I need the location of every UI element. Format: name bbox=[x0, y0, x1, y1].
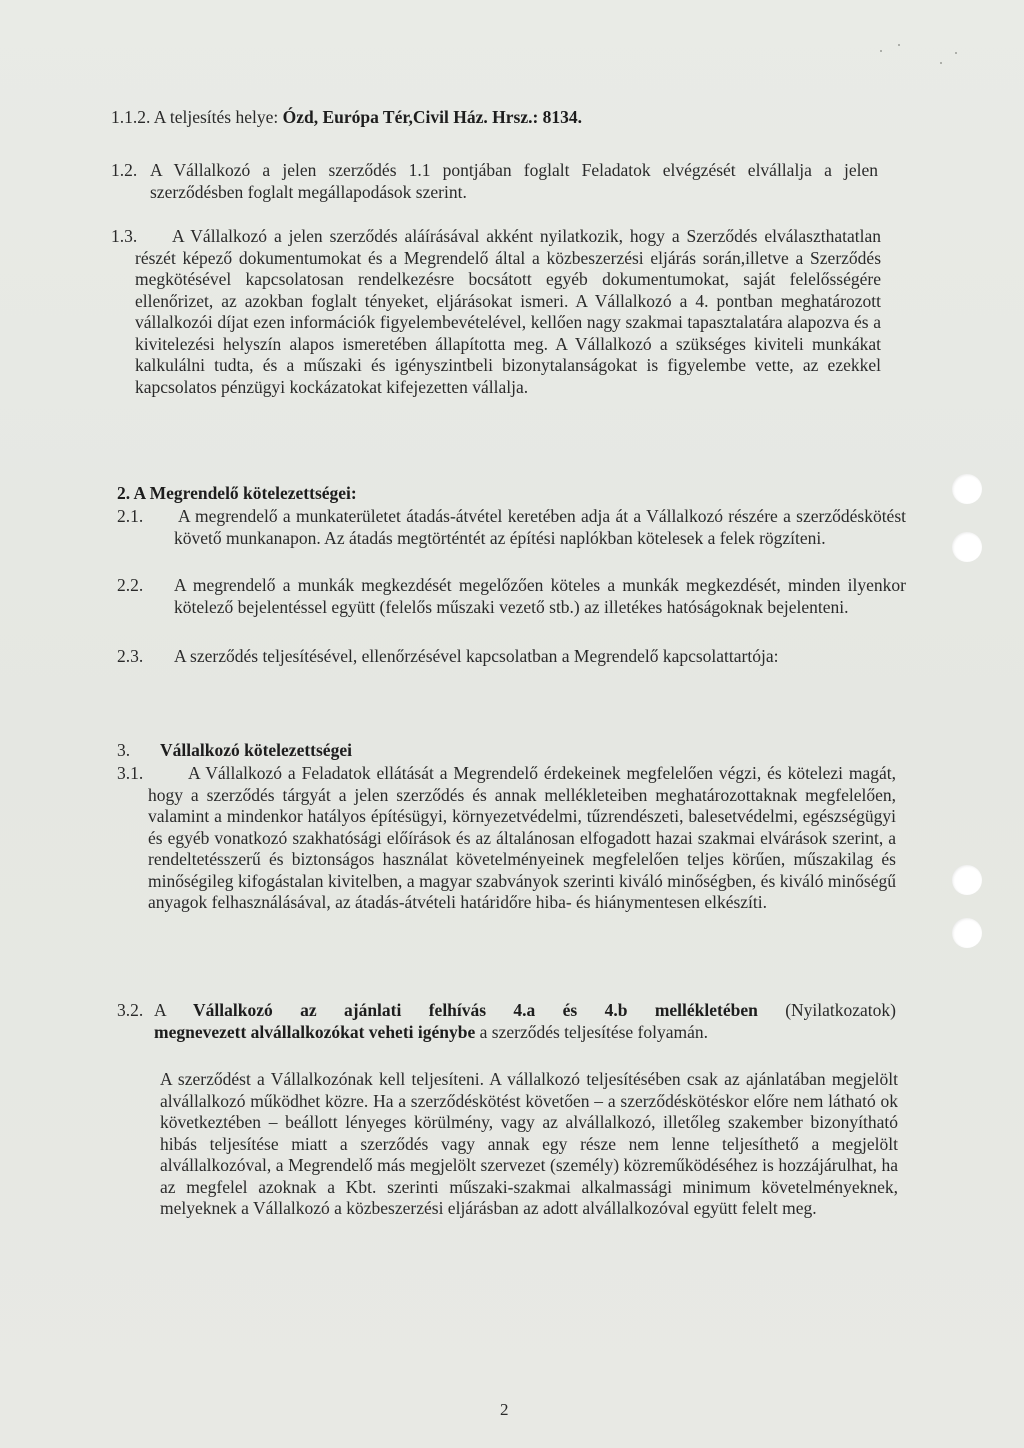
place-value: Ózd, Európa Tér,Civil Ház. Hrsz.: 8134. bbox=[282, 107, 583, 127]
section-2-heading: 2. A Megrendelő kötelezettségei: bbox=[117, 483, 357, 503]
section-number: 3. bbox=[117, 740, 131, 760]
section-3-heading: Vállalkozó kötelezettségei bbox=[160, 740, 352, 760]
place-label: A teljesítés helye: bbox=[153, 107, 279, 127]
page-number: 2 bbox=[500, 1400, 509, 1419]
scan-speck bbox=[880, 50, 882, 52]
section-2-2-text: A megrendelő a munkák megkezdését megelőzően köteles a munkák megkezdését, minden ilyenkor kötelező bejelentéssel együtt (felelős műszaki vezető stb.) az illetékes hatóságoknak bejelenteni. bbox=[174, 575, 906, 617]
section-1-2-text: A Vállalkozó a jelen szerződés 1.1 pontjában foglalt Feladatok elvégzését elvállalja a jelen szerződésben foglalt megállapodások szerint. bbox=[150, 160, 878, 202]
section-1-1-2 bbox=[111, 107, 871, 129]
section-number: 1.1.2. bbox=[111, 107, 151, 127]
scan-speck bbox=[940, 62, 942, 64]
scan-speck bbox=[955, 52, 957, 54]
section-number: 2.1. bbox=[117, 506, 144, 526]
section-3-2-line-2: megnevezett alvállalkozókat veheti igénybe a szerződés teljesítése folyamán. bbox=[154, 1022, 709, 1042]
section-3-1-text: A Vállalkozó a Feladatok ellátását a Megrendelő érdekeinek megfelelően végzi, és kötelezi magát, hogy a szerződés tárgyát a jelen szerződés és annak mellékleteiben meghatározottaknak megfelelően, valamint a mindenkor hatályos építésügyi, környezetvédelmi, tűzrendészeti, balesetvédelmi, egészségügyi és egyéb vonatkozó szakhatósági előírások és az általánosan elfogadott hazai szakmai elvárások szerint, a rendeltetésszerű és biztonságos használat követelményeinek megfelelően teljes körűen, műszakilag és minőségileg kifogástalan kivitelben, a magyar szabványok szerinti kiváló minőségben, és kiváló minőségű anyagok felhasználásával, az átadás-átvételi határidőre hiba- és hiánymentesen elkészíti. bbox=[148, 763, 896, 912]
punch-hole bbox=[952, 474, 982, 504]
section-2-1-text: A megrendelő a munkaterületet átadás-átvétel keretében adja át a Vállalkozó részére a szerződéskötést követő munkanapon. Az átadás megtörténtét az építési naplókban kötelesek a felek rögzíteni. bbox=[174, 506, 906, 548]
section-number: 3.2. bbox=[117, 1000, 144, 1020]
scan-speck bbox=[898, 44, 900, 46]
punch-hole bbox=[952, 532, 982, 562]
section-3-2-line-1: A Vállalkozó az ajánlati felhívás 4.a és 4.b mellékletében (Nyilatkozatok) bbox=[154, 1000, 896, 1020]
section-number: 3.1. bbox=[117, 763, 144, 783]
section-3-2-paragraph: A szerződést a Vállalkozónak kell teljesíteni. A vállalkozó teljesítésében csak az ajánlatában megjelölt alvállalkozó működhet közre. Ha a szerződéskötést követően – a szerződéskötéskor előre nem látható ok következtében – beállott lényeges körülmény, vagy az alvállalkozó, illetőleg szakember bizonyítható hibás teljesítése miatt a szerződés vagy annak egy része nem lenne teljesíthető a megjelölt alvállalkozóval, a Megrendelő más megjelölt szervezet (személy) közreműködéséhez is hozzájárulhat, ha az megfelel azoknak a Kbt. szerinti műszaki-szakmai alkalmassági minimum követelményeknek, melyeknek a Vállalkozó a közbeszerzési eljárásban az adott alvállalkozóval együtt felelt meg. bbox=[160, 1069, 898, 1218]
section-number: 1.3. bbox=[111, 226, 138, 246]
section-2-3-text: A szerződés teljesítésével, ellenőrzésével kapcsolatban a Megrendelő kapcsolattartója: bbox=[174, 646, 779, 666]
punch-hole bbox=[952, 865, 982, 895]
punch-hole bbox=[952, 918, 982, 948]
section-number: 2.2. bbox=[117, 575, 144, 595]
section-number: 1.2. bbox=[111, 160, 138, 180]
section-1-3-text: A Vállalkozó a jelen szerződés aláírásával akként nyilatkozik, hogy a Szerződés elválaszthatatlan részét képező dokumentumokat és a Megrendelő által a közbeszerzési eljárás során,illetve a Szerződés megkötésével kapcsolatosan rendelkezésre bocsátott egyéb dokumentumokat, saját felelősségére ellenőrizet, az azokban foglalt tényeket, eljárásokat ismeri. A Vállalkozó a 4. pontban meghatározott vállalkozói díjat ezen információk figyelembevételével, kellően nagy szakmai tapasztalatára alapozva és a kivitelezési helyszín alapos ismeretében állapította meg. A Vállalkozó a szükséges kiviteli munkákat kalkulálni tudta, és a műszaki és igényszintbeli bizonytalanságokat is figyelembe vette, az ezekkel kapcsolatos pénzügyi kockázatokat kifejezetten vállalja. bbox=[135, 226, 881, 397]
section-number: 2.3. bbox=[117, 646, 144, 666]
